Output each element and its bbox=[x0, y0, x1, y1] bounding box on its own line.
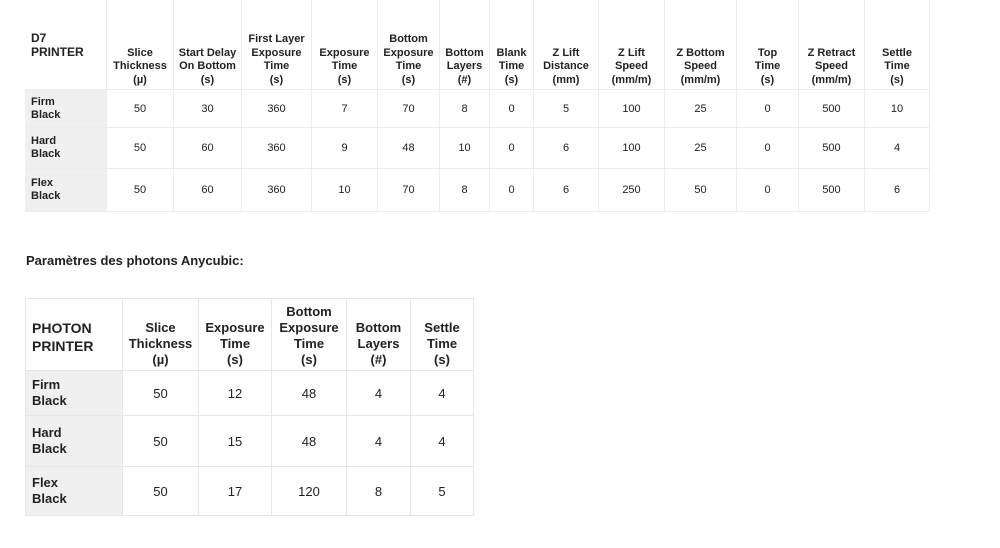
d7-cell: 70 bbox=[378, 169, 440, 212]
photon-cell: 12 bbox=[199, 371, 272, 416]
d7-cell: 25 bbox=[665, 90, 737, 128]
photon-section-heading: Paramètres des photons Anycubic: bbox=[26, 253, 244, 268]
d7-cell: 50 bbox=[107, 128, 174, 169]
d7-cell: 60 bbox=[174, 169, 242, 212]
photon-cell: 4 bbox=[347, 416, 411, 467]
d7-header-start-delay: Start Delay On Bottom (s) bbox=[174, 0, 242, 90]
d7-cell: 500 bbox=[799, 90, 865, 128]
photon-row-label: Flex Black bbox=[26, 467, 123, 516]
photon-settings-table bbox=[25, 298, 474, 516]
d7-row-hard-black bbox=[25, 128, 930, 169]
d7-printer-title: D7 PRINTER bbox=[25, 0, 107, 90]
photon-cell: 50 bbox=[123, 416, 199, 467]
d7-cell: 10 bbox=[440, 128, 490, 169]
d7-row-label: Hard Black bbox=[25, 128, 107, 169]
d7-cell: 25 bbox=[665, 128, 737, 169]
photon-header-exposure-time: Exposure Time (s) bbox=[199, 299, 272, 371]
photon-cell: 17 bbox=[199, 467, 272, 516]
photon-row-label: Hard Black bbox=[26, 416, 123, 467]
d7-header-first-layer-exposure: First Layer Exposure Time (s) bbox=[242, 0, 312, 90]
d7-header-bottom-layers: Bottom Layers (#) bbox=[440, 0, 490, 90]
d7-cell: 50 bbox=[107, 90, 174, 128]
d7-cell: 50 bbox=[107, 169, 174, 212]
d7-header-bottom-exposure: Bottom Exposure Time (s) bbox=[378, 0, 440, 90]
d7-cell: 250 bbox=[599, 169, 665, 212]
d7-cell: 0 bbox=[490, 90, 534, 128]
photon-cell: 50 bbox=[123, 467, 199, 516]
d7-cell: 360 bbox=[242, 169, 312, 212]
d7-header-z-lift-speed: Z Lift Speed (mm/m) bbox=[599, 0, 665, 90]
photon-header-bottom-layers: Bottom Layers (#) bbox=[347, 299, 411, 371]
d7-cell: 6 bbox=[534, 128, 599, 169]
d7-header-settle-time: Settle Time (s) bbox=[865, 0, 930, 90]
d7-cell: 0 bbox=[490, 128, 534, 169]
d7-cell: 500 bbox=[799, 128, 865, 169]
d7-cell: 6 bbox=[534, 169, 599, 212]
photon-cell: 4 bbox=[411, 371, 474, 416]
photon-header-bottom-exposure: Bottom Exposure Time (s) bbox=[272, 299, 347, 371]
photon-cell: 5 bbox=[411, 467, 474, 516]
photon-row-flex-black bbox=[26, 467, 474, 516]
d7-row-label: Flex Black bbox=[25, 169, 107, 212]
photon-cell: 8 bbox=[347, 467, 411, 516]
d7-cell: 48 bbox=[378, 128, 440, 169]
d7-cell: 100 bbox=[599, 90, 665, 128]
photon-cell: 120 bbox=[272, 467, 347, 516]
d7-header-slice-thickness: Slice Thickness (µ) bbox=[107, 0, 174, 90]
photon-row-firm-black bbox=[26, 371, 474, 416]
d7-cell: 360 bbox=[242, 128, 312, 169]
d7-cell: 5 bbox=[534, 90, 599, 128]
d7-cell: 0 bbox=[737, 169, 799, 212]
d7-header-z-bottom-speed: Z Bottom Speed (mm/m) bbox=[665, 0, 737, 90]
d7-header-row bbox=[25, 0, 930, 90]
d7-header-z-retract-speed: Z Retract Speed (mm/m) bbox=[799, 0, 865, 90]
d7-header-blank-time: Blank Time (s) bbox=[490, 0, 534, 90]
d7-header-exposure-time: Exposure Time (s) bbox=[312, 0, 378, 90]
photon-header-slice-thickness: Slice Thickness (µ) bbox=[123, 299, 199, 371]
d7-cell: 10 bbox=[865, 90, 930, 128]
photon-cell: 50 bbox=[123, 371, 199, 416]
d7-cell: 50 bbox=[665, 169, 737, 212]
d7-cell: 8 bbox=[440, 169, 490, 212]
d7-cell: 0 bbox=[490, 169, 534, 212]
photon-cell: 4 bbox=[347, 371, 411, 416]
photon-cell: 48 bbox=[272, 416, 347, 467]
d7-header-top-time: Top Time (s) bbox=[737, 0, 799, 90]
d7-cell: 6 bbox=[865, 169, 930, 212]
d7-cell: 0 bbox=[737, 128, 799, 169]
d7-cell: 4 bbox=[865, 128, 930, 169]
d7-cell: 9 bbox=[312, 128, 378, 169]
d7-cell: 7 bbox=[312, 90, 378, 128]
photon-printer-title: PHOTON PRINTER bbox=[26, 299, 123, 371]
d7-row-firm-black bbox=[25, 90, 930, 128]
d7-cell: 0 bbox=[737, 90, 799, 128]
d7-cell: 100 bbox=[599, 128, 665, 169]
d7-cell: 30 bbox=[174, 90, 242, 128]
d7-cell: 10 bbox=[312, 169, 378, 212]
d7-cell: 8 bbox=[440, 90, 490, 128]
d7-header-z-lift-distance: Z Lift Distance (mm) bbox=[534, 0, 599, 90]
d7-settings-table bbox=[25, 0, 930, 212]
d7-cell: 360 bbox=[242, 90, 312, 128]
d7-cell: 70 bbox=[378, 90, 440, 128]
photon-header-row bbox=[26, 299, 474, 371]
photon-cell: 48 bbox=[272, 371, 347, 416]
photon-cell: 15 bbox=[199, 416, 272, 467]
photon-cell: 4 bbox=[411, 416, 474, 467]
d7-row-flex-black bbox=[25, 169, 930, 212]
photon-header-settle-time: Settle Time (s) bbox=[411, 299, 474, 371]
d7-row-label: Firm Black bbox=[25, 90, 107, 128]
d7-cell: 60 bbox=[174, 128, 242, 169]
photon-row-label: Firm Black bbox=[26, 371, 123, 416]
d7-cell: 500 bbox=[799, 169, 865, 212]
photon-row-hard-black bbox=[26, 416, 474, 467]
